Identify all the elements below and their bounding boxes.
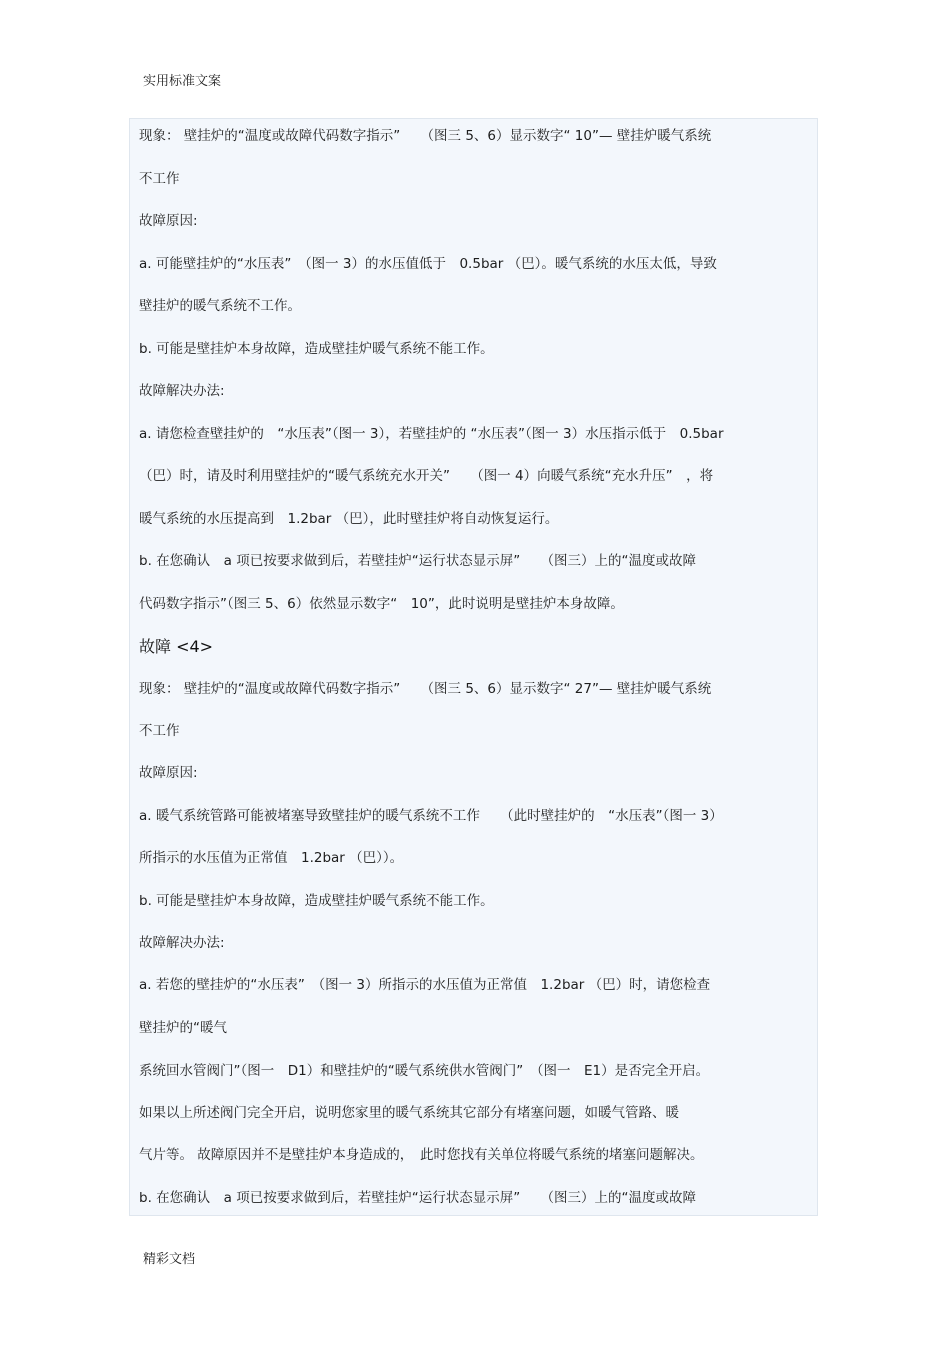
text-line: 壁挂炉的“暖气: [139, 1020, 227, 1036]
page-header: 实用标准文案: [143, 74, 222, 89]
text-line: 如果以上所述阀门完全开启，说明您家里的暖气系统其它部分有堵塞问题，如暖气管路、暖: [139, 1105, 679, 1121]
page-footer: 精彩文档: [143, 1252, 196, 1267]
text-line: 代码数字指示”（图三 5、6）依然显示数字“ 10”，此时说明是壁挂炉本身故障。: [139, 596, 624, 612]
text-line: 现象： 壁挂炉的“温度或故障代码数字指示” （图三 5、6）显示数字“ 10”— 壁挂炉暖气系统: [139, 128, 712, 144]
text-line: 现象： 壁挂炉的“温度或故障代码数字指示” （图三 5、6）显示数字“ 27”— 壁挂炉暖气系统: [139, 681, 712, 697]
text-line: a. 可能壁挂炉的“水压表” （图一 3）的水压值低于 0.5bar （巴）。暖气系统的水压太低，导致: [139, 256, 717, 272]
text-line: 故障原因:: [139, 213, 198, 229]
text-line: 气片等。 故障原因并不是壁挂炉本身造成的， 此时您找有关单位将暖气系统的堵塞问题解决。: [139, 1147, 704, 1163]
text-line: a. 请您检查壁挂炉的 “水压表”（图一 3），若壁挂炉的 “水压表”（图一 3）水压指示低于 0.5bar: [139, 426, 724, 442]
text-line: a. 暖气系统管路可能被堵塞导致壁挂炉的暖气系统不工作 （此时壁挂炉的 “水压表”（图一 3）: [139, 808, 723, 824]
text-line: b. 可能是壁挂炉本身故障，造成壁挂炉暖气系统不能工作。: [139, 893, 494, 909]
text-line: 壁挂炉的暖气系统不工作。: [139, 298, 301, 314]
text-line: a. 若您的壁挂炉的“水压表” （图一 3）所指示的水压值为正常值 1.2bar （巴）时，请您检查: [139, 977, 711, 993]
text-line: 故障解决办法:: [139, 935, 225, 951]
text-line: 暖气系统的水压提高到 1.2bar （巴），此时壁挂炉将自动恢复运行。: [139, 511, 559, 527]
text-line: 不工作: [139, 171, 180, 187]
text-line: 故障原因:: [139, 765, 198, 781]
text-line: b. 可能是壁挂炉本身故障，造成壁挂炉暖气系统不能工作。: [139, 341, 494, 357]
text-line: b. 在您确认 a 项已按要求做到后，若壁挂炉“运行状态显示屏” （图三）上的“温度或故障: [139, 1190, 696, 1206]
document-body: [129, 118, 818, 1216]
text-line: 不工作: [139, 723, 180, 739]
text-line: （巴）时，请及时利用壁挂炉的“暖气系统充水开关” （图一 4）向暖气系统“充水升压” ，将: [139, 468, 714, 484]
text-line: 系统回水管阀门”（图一 D1）和壁挂炉的“暖气系统供水管阀门” （图一 E1）是否完全开启。: [139, 1063, 710, 1079]
text-line: b. 在您确认 a 项已按要求做到后，若壁挂炉“运行状态显示屏” （图三）上的“温度或故障: [139, 553, 696, 569]
text-line: 所指示的水压值为正常值 1.2bar （巴））。: [139, 850, 404, 866]
text-line: 故障解决办法:: [139, 383, 225, 399]
section-heading: 故障 <4>: [139, 637, 214, 656]
